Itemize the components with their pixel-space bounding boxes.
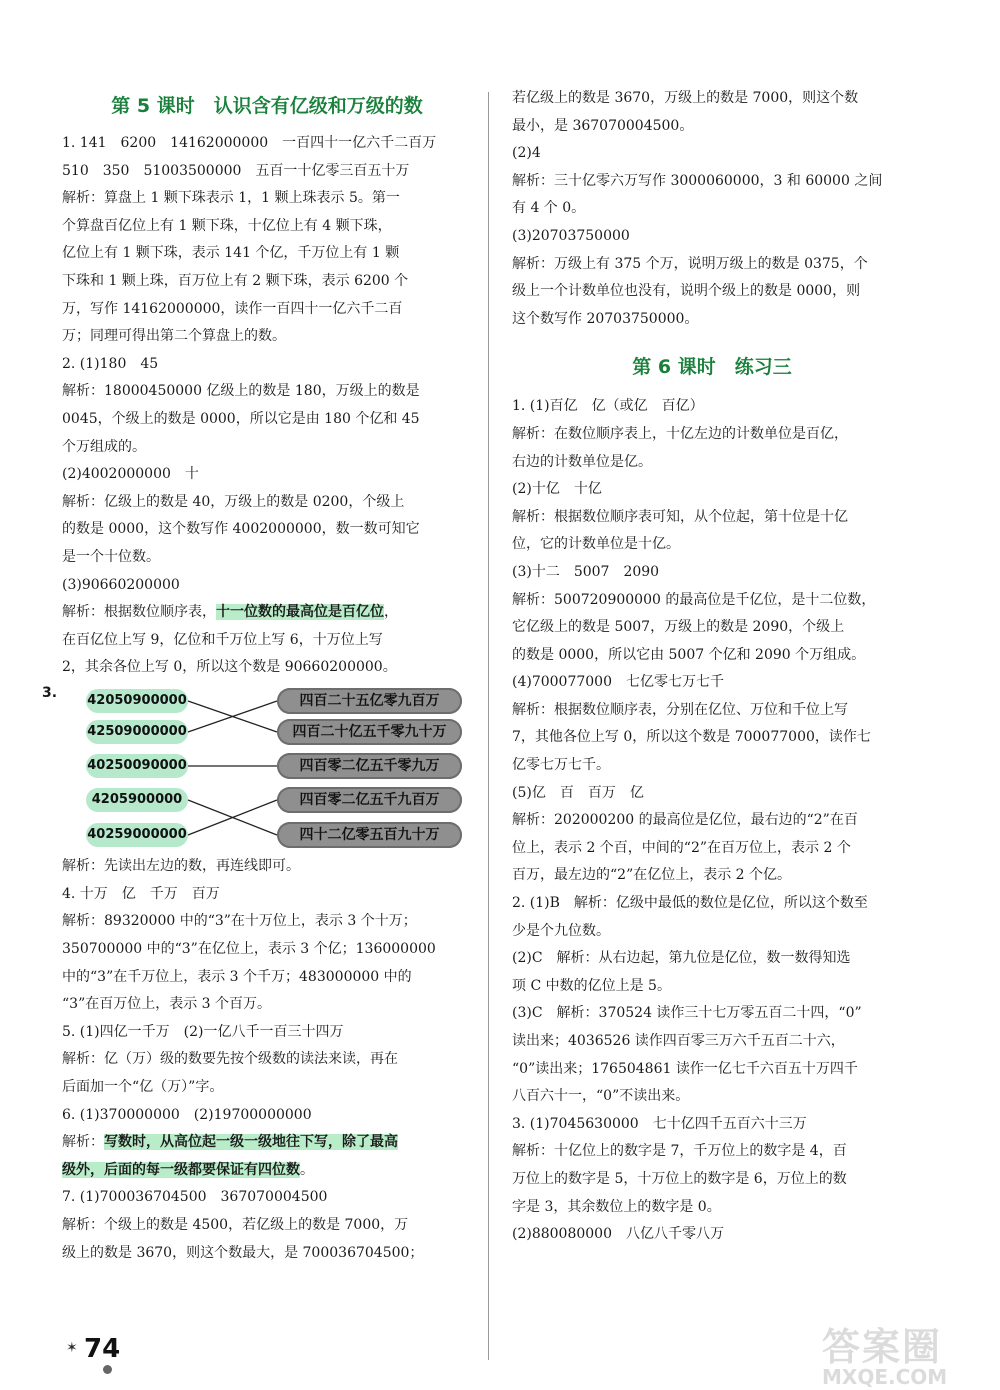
r-q2-line: 少是个九位数。 <box>512 922 610 939</box>
r-q1-line: 解析：根据数位顺序表可知，从个位起，第十位是十亿 <box>512 508 848 525</box>
q3-number: 3. <box>42 684 58 701</box>
q2-line: 在百亿位上写 9，亿位和千万位上写 6，十万位上写 <box>62 631 383 648</box>
q4-line: 350700000 中的“3”在亿位上，表示 3 个亿；136000000 <box>62 941 436 958</box>
left-number-box: 42509000000 <box>86 720 188 744</box>
r-q1-line: 1. (1)百亿 亿（或亿 百亿） <box>512 398 704 415</box>
q3-note: 解析：先读出左边的数，再连线即可。 <box>62 857 300 874</box>
q7-line: 这个数写作 20703750000。 <box>512 310 699 327</box>
q6-hl-post: 。 <box>300 1161 314 1178</box>
q7-line: 有 4 个 0。 <box>512 200 586 217</box>
q7-line: (3)20703750000 <box>512 227 630 244</box>
r-q2-line: 读出来；4036526 读作四百零三万六千五百二十六， <box>512 1033 845 1049</box>
r-question-2 <box>512 890 912 1111</box>
lesson-5-title: 第 5 课时 认识含有亿级和万级的数 <box>111 95 423 117</box>
r-q1-line: (5)亿 百 百万 亿 <box>512 784 644 801</box>
r-q1-line: (2)十亿 十亿 <box>512 481 602 498</box>
question-4 <box>62 881 472 1019</box>
q5-line: 5. (1)四亿一千万 (2)一亿八千一百三十四万 <box>62 1023 344 1040</box>
r-q1-line: 解析：在数位顺序表上，十亿左边的计数单位是百亿， <box>512 425 848 442</box>
r-q1-line: 的数是 0000，所以它由 5007 个亿和 2090 个万组成。 <box>512 646 866 663</box>
left-number-box: 40259000000 <box>86 823 188 847</box>
q2-line: (3)90660200000 <box>62 576 180 593</box>
page-number: 74 <box>84 1334 121 1364</box>
right-column <box>512 85 912 1249</box>
q7-line: 7. (1)700036704500 367070004500 <box>62 1189 328 1206</box>
highlighted-text: 写数时，从高位起一级一级地往下写，除了最高 <box>104 1134 398 1151</box>
q2-line: 解析：18000450000 亿级上的数是 180，万级上的数是 <box>62 383 420 400</box>
q4-line: 中的“3”在千万位上，表示 3 个千万；483000000 中的 <box>62 968 412 985</box>
lesson-6-title: 第 6 课时 练习三 <box>632 356 792 379</box>
left-number-box: 40250090000 <box>86 754 188 778</box>
left-number-box: 42050900000 <box>86 689 188 713</box>
q2-line: 2，其余各位上写 0，所以这个数是 90660200000。 <box>62 659 397 676</box>
q1-line: 亿位上有 1 颗下珠，表示 141 个亿，千万位上有 1 颗 <box>62 245 400 262</box>
q1-line: 1. 141 6200 14162000000 一百四十一亿六千二百万 <box>62 135 437 151</box>
r-q2-line: “0”读出来；176504861 读作一亿七千六百五十万四千 <box>512 1060 858 1077</box>
r-question-3 <box>512 1111 912 1249</box>
right-reading-box: 四百零二亿五千零九万 <box>277 753 462 779</box>
r-q3-line: 3. (1)7045630000 七十亿四千五百六十三万 <box>512 1115 807 1132</box>
q2-line: 个万组成的。 <box>62 438 146 455</box>
q7-line: (2)4 <box>512 145 541 162</box>
question-7 <box>62 1184 472 1267</box>
watermark-text: 答案圈 <box>822 1325 943 1369</box>
r-q2-line: (2)C 解析：从右边起，第九位是亿位，数一数得知选 <box>512 950 851 967</box>
q2-line: (2)4002000000 十 <box>62 466 199 483</box>
q4-line: “3”在百万位上，表示 3 个百万。 <box>62 996 272 1013</box>
highlighted-text: 十一位数的最高位是百亿位 <box>216 604 384 621</box>
q2-line: 是一个十位数。 <box>62 548 160 565</box>
q1-line: 个算盘百亿位上有 1 颗下珠，十亿位上有 4 颗下珠， <box>62 217 392 234</box>
q1-line: 下珠和 1 颗上珠，百万位上有 2 颗下珠，表示 6200 个 <box>62 272 409 289</box>
q7-continued <box>512 85 912 333</box>
q4-line: 解析：89320000 中的“3”在十万位上，表示 3 个十万； <box>62 913 417 930</box>
r-q1-line: 7，其他各位上写 0，所以这个数是 700077000，读作七 <box>512 729 871 746</box>
q2-highlight-line <box>62 599 472 627</box>
q7-line: 级上一个计数单位也没有，说明个级上的数是 0000，则 <box>512 283 861 300</box>
q6-hl-pre: 解析： <box>62 1134 104 1151</box>
q7-line: 解析：万级上有 375 个万，说明万级上的数是 0375，个 <box>512 255 868 272</box>
r-q2-line: 项 C 中数的亿位上是 5。 <box>512 977 671 994</box>
q1-line: 万；同理可得出第二个算盘上的数。 <box>62 328 286 345</box>
q7-line: 解析：个级上的数是 4500，若亿级上的数是 7000，万 <box>62 1217 409 1233</box>
r-q3-line: 解析：十亿位上的数字是 7，千万位上的数字是 4，百 <box>512 1143 847 1160</box>
q7-line: 若亿级上的数是 3670，万级上的数是 7000，则这个数 <box>512 90 859 106</box>
r-q2-line: 八百六十一，“0”不读出来。 <box>512 1088 690 1105</box>
column-divider <box>488 92 489 1360</box>
r-q1-line: 解析：500720900000 的最高位是千亿位，是十二位数， <box>512 591 876 608</box>
q2-hl-pre: 解析：根据数位顺序表， <box>62 604 216 621</box>
q1-line: 解析：算盘上 1 颗下珠表示 1，1 颗上珠表示 5。第一 <box>62 190 400 207</box>
q2-line: 解析：亿级上的数是 40，万级上的数是 0200，个级上 <box>62 493 405 510</box>
q1-line: 510 350 51003500000 五百一十亿零三百五十万 <box>62 162 410 179</box>
right-reading-box: 四十二亿零五百九十万 <box>277 822 462 848</box>
q4-line: 4. 十万 亿 千万 百万 <box>62 885 220 902</box>
right-reading-box: 四百二十亿五千零九十万 <box>277 719 462 745</box>
r-q3-line: 字是 3，其余数位上的数字是 0。 <box>512 1198 721 1215</box>
left-column <box>42 88 472 1267</box>
question-2 <box>62 351 472 682</box>
q5-line: 解析：亿（万）级的数要先按个级数的读法来读，再在 <box>62 1051 398 1068</box>
q2-line: 0045，个级上的数是 0000，所以它是由 180 个亿和 45 <box>62 410 420 427</box>
page-dot-icon <box>103 1365 112 1374</box>
q1-line: 万，写作 14162000000，读作一百四十一亿六千二百 <box>62 300 403 317</box>
r-q1-line: 百万，最左边的“2”在亿位上，表示 2 个亿。 <box>512 867 792 884</box>
question-3-matching <box>42 684 472 881</box>
r-q1-line: 位上，表示 2 个百，中间的“2”在百万位上，表示 2 个 <box>512 839 851 856</box>
q2-hl-post: ， <box>384 604 398 621</box>
watermark-url: MXQE.COM <box>822 1365 948 1389</box>
r-q2-line: (3)C 解析：370524 读作三十七万零五百二十四，“0” <box>512 1005 862 1022</box>
r-q1-line: (4)700077000 七亿零七万七千 <box>512 674 724 691</box>
highlighted-text: 级外，后面的每一级都要保证有四位数 <box>62 1161 300 1178</box>
r-q3-line: 万位上的数字是 5，十万位上的数字是 6，万位上的数 <box>512 1170 847 1187</box>
r-q1-line: 亿零七万七千。 <box>512 757 610 774</box>
r-q1-line: 解析：根据数位顺序表，分别在亿位、万位和千位上写 <box>512 701 848 718</box>
question-1 <box>62 130 472 351</box>
r-q1-line: 位，它的计数单位是十亿。 <box>512 536 680 553</box>
question-5 <box>62 1019 472 1102</box>
q6-highlight-line <box>62 1157 472 1185</box>
r-q1-line: (3)十二 5007 2090 <box>512 563 660 580</box>
q5-line: 后面加一个“亿（万）”字。 <box>62 1079 224 1096</box>
r-q1-line: 解析：202000200 的最高位是亿位，最右边的“2”在百 <box>512 812 858 829</box>
star-icon: ✶ <box>66 1340 78 1356</box>
question-6 <box>62 1102 472 1185</box>
q7-line: 最小，是 367070004500。 <box>512 117 694 134</box>
right-reading-box: 四百二十五亿零九百万 <box>277 688 462 714</box>
q7-line: 级上的数是 3670，则这个数最大，是 700036704500； <box>62 1244 424 1261</box>
q6-highlight-line <box>62 1129 472 1157</box>
r-q3-line: (2)880080000 八亿八千零八万 <box>512 1226 724 1243</box>
matching-lines <box>62 685 472 881</box>
r-question-1 <box>512 393 912 890</box>
q7-line: 解析：三十亿零六万写作 3000060000，3 和 60000 之间 <box>512 172 883 189</box>
r-q2-line: 2. (1)B 解析：亿级中最低的数位是亿位，所以这个数至 <box>512 895 868 912</box>
q2-line: 的数是 0000，这个数写作 4002000000，数一数可知它 <box>62 521 420 538</box>
watermark-logo <box>822 1316 982 1389</box>
q2-line: 2. (1)180 45 <box>62 355 159 372</box>
left-number-box: 4205900000 <box>86 788 188 812</box>
r-q1-line: 它亿级上的数是 5007，万级上的数是 2090，个级上 <box>512 619 845 636</box>
r-q1-line: 右边的计数单位是亿。 <box>512 453 652 470</box>
right-reading-box: 四百零二亿五千九百万 <box>277 787 462 813</box>
q6-line: 6. (1)370000000 (2)19700000000 <box>62 1106 312 1123</box>
